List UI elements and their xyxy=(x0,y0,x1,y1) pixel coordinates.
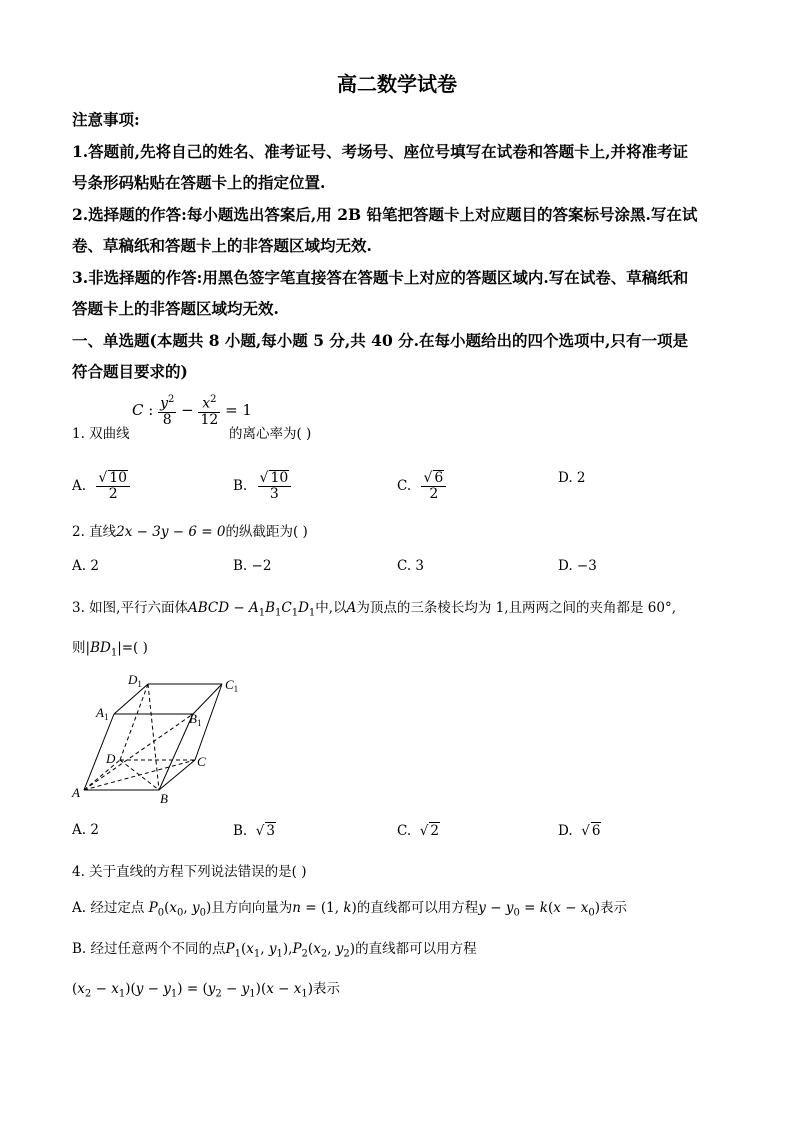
q3-option-d: D. √ 6 xyxy=(558,823,601,839)
section-heading-b: 符合题目要求的) xyxy=(72,362,188,381)
q1-hyperbola-equation: C : $\frac{y^2}{8}$ − $\frac{x^2}{12}$ = 1 xyxy=(132,394,252,429)
parallelepiped-figure xyxy=(70,670,250,810)
section-heading-a: 一、单选题(本题共 8 小题,每小题 5 分,共 40 分.在每小题给出的四个选项中,只有一项是 xyxy=(72,331,688,350)
q4-option-b-line2: $(x_2 - x_1)(y - y_1) = (y_2 - y_1)(x - x_1)$表示 xyxy=(72,981,341,1000)
q2-stem: 2. 直线2x − 3y − 6 = 0的纵截距为( ) xyxy=(72,524,308,540)
q2-option-c: C. 3 xyxy=(397,558,425,574)
vertex-label-c1: $C_1$ xyxy=(225,677,239,694)
notice-line-2b: 卷、草稿纸和答题卡上的非答题区域均无效. xyxy=(72,236,372,255)
q1-prefix: 1. 双曲线 xyxy=(72,426,130,442)
q3-option-a: A. 2 xyxy=(72,822,99,838)
q1-option-a: A. $\frac{√ 10}{2}$ xyxy=(72,470,130,503)
q1-option-d: D. 2 xyxy=(558,470,586,486)
notice-line-2a: 2.选择题的作答:每小题选出答案后,用 2B 铅笔把答题卡上对应题目的答案标号涂黑.写在试 xyxy=(72,205,698,224)
notice-line-1b: 号条形码粘贴在答题卡上的指定位置. xyxy=(72,173,326,192)
vertex-label-b: B xyxy=(160,791,168,806)
q3-option-b: B. √ 3 xyxy=(233,823,275,839)
notice-line-1a: 1.答题前,先将自己的姓名、准考证号、考场号、座位号填写在试卷和答题卡上,并将准考证 xyxy=(72,142,688,161)
q3-stem-line1: 3. 如图,平行六面体ABCD − $A_1B_1C_1D_1$中,以A为顶点的三条棱长均为 1,且两两之间的夹角都是 60°, xyxy=(72,600,677,619)
q4-option-a: A. 经过定点 $P_0(x_0$, $y_0$)且方向向量为n = (1, k)的直线都可以用方程$y - y_0 = k(x - x_0)$表示 xyxy=(72,900,628,919)
q2-option-d: D. −3 xyxy=(558,558,597,574)
q1-suffix: 的离心率为( ) xyxy=(229,426,312,442)
notice-line-3b: 答题卡上的非答题区域均无效. xyxy=(72,299,279,318)
page-title: 高二数学试卷 xyxy=(337,72,457,96)
q4-stem: 4. 关于直线的方程下列说法错误的是( ) xyxy=(72,864,307,880)
vertex-label-d1: $D_1$ xyxy=(128,672,142,689)
q1-option-c: C. $\frac{√ 6}{2}$ xyxy=(397,470,446,503)
q1-option-b: B. $\frac{√ 10}{3}$ xyxy=(233,470,291,503)
notice-heading: 注意事项: xyxy=(72,110,140,129)
q3-option-c: C. √ 2 xyxy=(397,823,439,839)
vertex-label-a: A xyxy=(72,785,80,800)
q4-option-b-line1: B. 经过任意两个不同的点$P_1(x_1$, $y_1),P_2(x_2$, $y_2$)的直线都可以用方程 xyxy=(72,941,477,960)
vertex-label-a1: $A_1$ xyxy=(96,705,109,722)
notice-line-3a: 3.非选择题的作答:用黑色签字笔直接答在答题卡上对应的答题区域内.写在试卷、草稿纸和 xyxy=(72,268,689,287)
q2-option-a: A. 2 xyxy=(72,558,99,574)
vertex-label-c: C xyxy=(197,754,206,769)
vertex-label-b1: $B_1$ xyxy=(189,711,202,728)
vertex-label-d: D xyxy=(106,751,116,766)
q3-stem-line2: 则$|BD_1|=$( ) xyxy=(72,640,148,659)
q2-option-b: B. −2 xyxy=(233,558,272,574)
